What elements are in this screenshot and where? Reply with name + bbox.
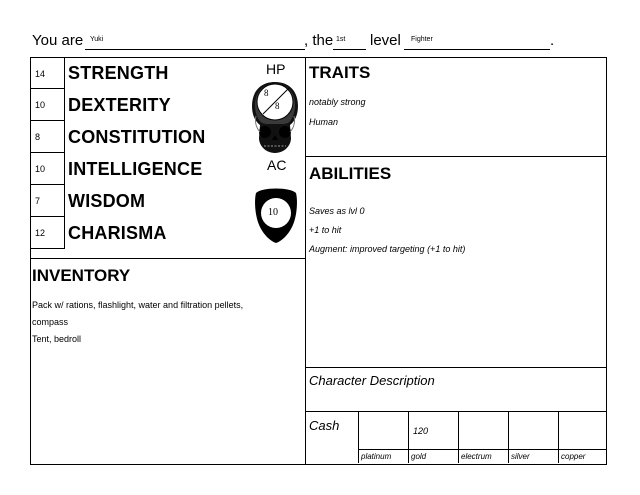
ac-value: 10 xyxy=(268,207,278,218)
inventory-line: compass xyxy=(32,317,69,327)
inventory-line: Tent, bedroll xyxy=(32,334,82,344)
wisdom-value: 7 xyxy=(35,196,41,206)
silver-label: silver xyxy=(511,452,530,461)
level-field[interactable] xyxy=(333,33,366,50)
hp-max: 8 xyxy=(275,101,280,111)
hp-skull-icon[interactable] xyxy=(250,80,300,156)
stat-value-cell[interactable] xyxy=(30,89,65,121)
abilities-box xyxy=(305,156,607,368)
stat-value-cell[interactable] xyxy=(30,57,65,89)
wisdom-label: WISDOM xyxy=(68,191,146,211)
electrum-label: electrum xyxy=(461,452,492,461)
inventory-line: Pack w/ rations, flashlight, water and filtration pellets, xyxy=(32,300,244,310)
you-are-label: You are xyxy=(32,32,84,49)
gold-label: gold xyxy=(411,452,427,461)
platinum-label: platinum xyxy=(361,452,392,461)
hp-label: HP xyxy=(266,61,286,77)
dexterity-label: DEXTERITY xyxy=(68,95,171,115)
dexterity-value: 10 xyxy=(35,100,46,110)
class-value: Fighter xyxy=(411,36,433,43)
ability-item: Augment: improved targeting (+1 to hit) xyxy=(309,244,466,254)
constitution-value: 8 xyxy=(35,132,41,142)
cash-title: Cash xyxy=(309,418,340,433)
class-field[interactable] xyxy=(404,33,550,50)
strength-value: 14 xyxy=(35,69,46,79)
level-value: 1st xyxy=(336,36,346,43)
ac-shield-icon[interactable] xyxy=(252,183,300,245)
cash-divider xyxy=(358,449,606,450)
ac-label: AC xyxy=(267,157,287,173)
ability-item: +1 to hit xyxy=(309,225,342,235)
intelligence-label: INTELLIGENCE xyxy=(68,159,203,179)
constitution-label: CONSTITUTION xyxy=(68,127,206,147)
trait-item: notably strong xyxy=(309,97,366,107)
strength-label: STRENGTH xyxy=(68,63,169,83)
name-value: Yuki xyxy=(90,36,104,43)
charisma-value: 12 xyxy=(35,228,46,238)
stat-value-cell[interactable] xyxy=(30,153,65,185)
name-field[interactable] xyxy=(85,33,305,50)
intelligence-value: 10 xyxy=(35,164,46,174)
stat-value-cell[interactable] xyxy=(30,217,65,249)
charisma-label: CHARISMA xyxy=(68,223,167,243)
inventory-box xyxy=(30,258,306,465)
ability-item: Saves as lvl 0 xyxy=(309,206,365,216)
level-label: level xyxy=(370,32,401,49)
hp-current: 8 xyxy=(264,88,269,98)
abilities-title: ABILITIES xyxy=(309,164,392,183)
trait-item: Human xyxy=(309,117,339,127)
copper-label: copper xyxy=(561,452,586,461)
stat-value-cell[interactable] xyxy=(30,121,65,153)
inventory-title: INVENTORY xyxy=(32,266,131,285)
period: . xyxy=(550,32,555,49)
the-label: , the xyxy=(304,32,334,49)
stat-value-cell[interactable] xyxy=(30,185,65,217)
gold-value: 120 xyxy=(413,426,429,436)
description-title: Character Description xyxy=(309,373,435,388)
traits-title: TRAITS xyxy=(309,63,371,82)
